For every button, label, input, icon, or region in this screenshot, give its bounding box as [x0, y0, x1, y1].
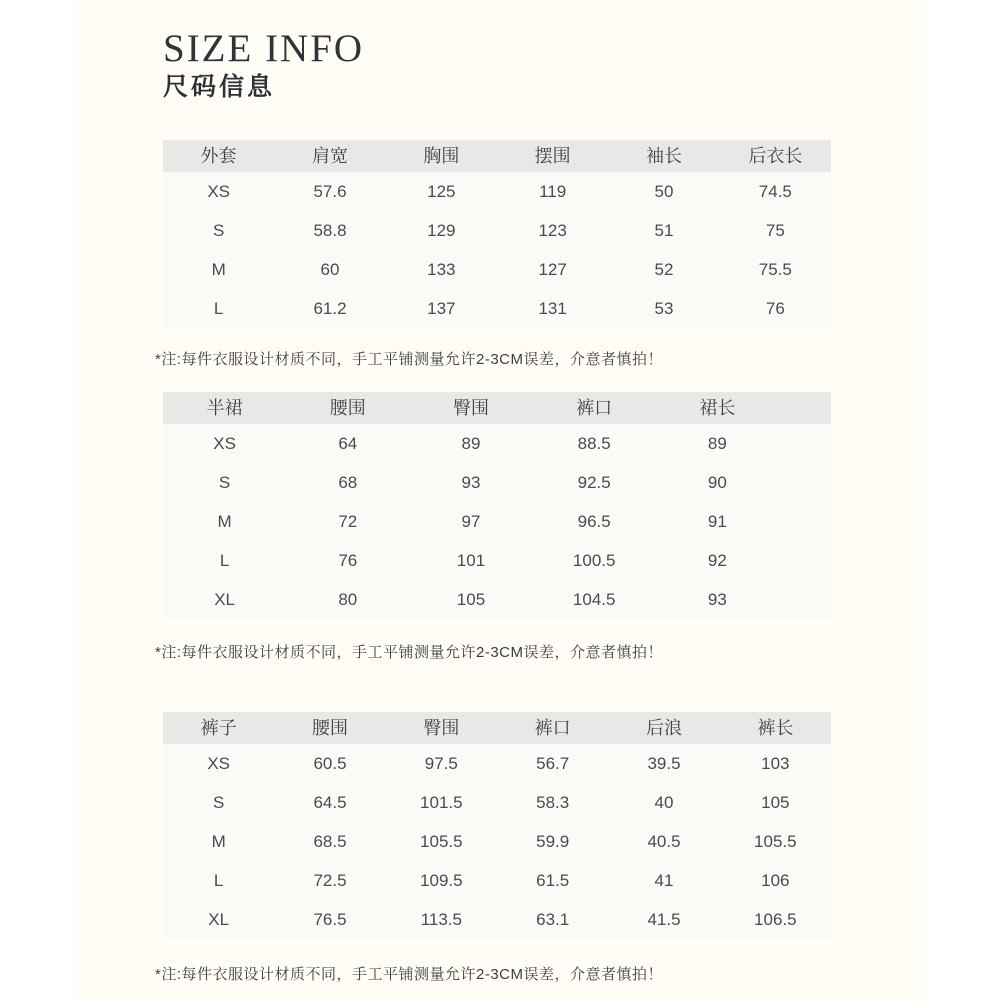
skirt-table-row-S: [163, 463, 831, 502]
jacket-measurement-value: 58.8: [313, 221, 347, 240]
size-info-panel: [75, 0, 925, 1000]
jacket-measurement-value: 57.6: [313, 182, 347, 201]
page-subtitle: 尺码信息: [163, 73, 276, 101]
skirt-measurement-value: 93: [707, 590, 727, 609]
jacket-table-row-XS: [163, 172, 831, 211]
jacket-column-header-2: 胸围: [423, 146, 460, 166]
pants-measurement-value: 106.5: [754, 910, 797, 929]
jacket-measurement-value: 60: [320, 260, 340, 279]
pants-column-header-1: 腰围: [311, 718, 348, 738]
skirt-measurement-value: 96.5: [577, 512, 611, 531]
skirt-table-row-XL: [163, 580, 831, 619]
jacket-size-label: L: [213, 299, 224, 318]
skirt-size-label: L: [219, 551, 230, 570]
skirt-column-header-3: 裤口: [576, 398, 613, 418]
pants-measurement-value: 105.5: [420, 832, 463, 851]
pants-table-row-S: [163, 783, 831, 822]
jacket-table-row-L: [163, 289, 831, 328]
pants-measurement-value: 68.5: [313, 832, 347, 851]
jacket-measurement-value: 61.2: [313, 299, 347, 318]
jacket-column-header-5: 后衣长: [748, 146, 803, 166]
pants-size-table: [163, 712, 831, 939]
pants-measurement-value: 106: [761, 871, 790, 890]
pants-measurement-value: 105: [761, 793, 790, 812]
skirt-size-label: XS: [213, 434, 236, 453]
pants-size-label: S: [212, 793, 225, 812]
jacket-size-label: XS: [207, 182, 230, 201]
pants-measurement-value: 41: [654, 871, 674, 890]
jacket-measurement-value: 52: [654, 260, 674, 279]
jacket-size-table: [163, 140, 831, 328]
pants-measurement-value: 40.5: [647, 832, 681, 851]
pants-measurement-value: 59.9: [536, 832, 570, 851]
skirt-measurement-value: 76: [338, 551, 358, 570]
pants-measurement-value: 97.5: [424, 754, 458, 773]
jacket-table-row-S: [163, 211, 831, 250]
pants-table-row-L: [163, 861, 831, 900]
pants-table-header-row: [163, 712, 831, 744]
skirt-table-row-L: [163, 541, 831, 580]
pants-measurement-value: 101.5: [420, 793, 463, 812]
jacket-measurement-value: 123: [538, 221, 567, 240]
skirt-column-header-1: 腰围: [329, 398, 366, 418]
jacket-measurement-value: 129: [427, 221, 456, 240]
skirt-table-header-row: [163, 392, 831, 424]
skirt-column-header-2: 臀围: [452, 398, 489, 418]
pants-measurement-value: 72.5: [313, 871, 347, 890]
jacket-table-body: [163, 172, 831, 328]
skirt-measurement-value: 100.5: [572, 551, 616, 570]
measurement-note: *注:每件衣服设计材质不同，手工平铺测量允许2-3CM误差，介意者慎拍！: [155, 644, 664, 661]
pants-column-header-2: 臀围: [423, 718, 460, 738]
skirt-column-header-4: 裙长: [699, 398, 736, 418]
skirt-measurement-value: 92.5: [577, 473, 611, 492]
jacket-measurement-value: 51: [654, 221, 674, 240]
pants-column-header-5: 裤长: [757, 718, 794, 738]
skirt-size-label: S: [218, 473, 231, 492]
jacket-measurement-value: 50: [654, 182, 674, 201]
skirt-size-label: XL: [214, 590, 235, 609]
pants-table-row-M: [163, 822, 831, 861]
pants-measurement-value: 109.5: [420, 871, 463, 890]
skirt-measurement-value: 89: [707, 434, 727, 453]
jacket-measurement-value: 75: [765, 221, 785, 240]
jacket-column-header-3: 摆围: [534, 146, 571, 166]
jacket-measurement-value: 76: [765, 299, 785, 318]
pants-measurement-value: 56.7: [536, 754, 570, 773]
pants-column-header-3: 裤口: [534, 718, 571, 738]
pants-measurement-value: 76.5: [313, 910, 347, 929]
pants-measurement-value: 64.5: [313, 793, 347, 812]
skirt-measurement-value: 64: [338, 434, 358, 453]
skirt-measurement-value: 88.5: [577, 434, 611, 453]
jacket-measurement-value: 75.5: [758, 260, 792, 279]
jacket-measurement-value: 127: [538, 260, 567, 279]
skirt-measurement-value: 104.5: [572, 590, 616, 609]
skirt-table-body: [163, 424, 831, 619]
jacket-measurement-value: 53: [654, 299, 674, 318]
skirt-measurement-value: 80: [338, 590, 358, 609]
skirt-measurement-value: 92: [707, 551, 727, 570]
jacket-measurement-value: 133: [427, 260, 456, 279]
skirt-table-row-XS: [163, 424, 831, 463]
jacket-measurement-value: 137: [427, 299, 456, 318]
skirt-size-label: M: [217, 512, 232, 531]
jacket-column-header-0: 外套: [200, 146, 237, 166]
skirt-size-table: [163, 392, 831, 619]
pants-measurement-value: 41.5: [647, 910, 681, 929]
skirt-measurement-value: 105: [456, 590, 486, 609]
skirt-measurement-value: 89: [461, 434, 481, 453]
skirt-measurement-value: 97: [461, 512, 481, 531]
pants-column-header-4: 后浪: [645, 718, 682, 738]
jacket-size-label: S: [212, 221, 225, 240]
pants-size-label: XL: [208, 910, 230, 929]
pants-size-label: L: [213, 871, 224, 890]
page-title: SIZE INFO: [163, 27, 365, 70]
jacket-table-header-row: [163, 140, 831, 172]
skirt-measurement-value: 68: [338, 473, 358, 492]
skirt-table-row-M: [163, 502, 831, 541]
pants-table-row-XS: [163, 744, 831, 783]
pants-measurement-value: 105.5: [754, 832, 797, 851]
pants-measurement-value: 61.5: [536, 871, 570, 890]
skirt-measurement-value: 72: [338, 512, 358, 531]
pants-measurement-value: 63.1: [536, 910, 570, 929]
pants-measurement-value: 60.5: [313, 754, 347, 773]
skirt-measurement-value: 91: [707, 512, 727, 531]
pants-size-label: M: [211, 832, 226, 851]
skirt-column-header-0: 半裙: [206, 398, 243, 418]
pants-table-row-XL: [163, 900, 831, 939]
jacket-column-header-1: 肩宽: [311, 146, 348, 166]
pants-measurement-value: 40: [654, 793, 674, 812]
pants-measurement-value: 58.3: [536, 793, 570, 812]
jacket-measurement-value: 131: [538, 299, 567, 318]
jacket-measurement-value: 119: [539, 182, 567, 201]
pants-measurement-value: 39.5: [647, 754, 681, 773]
skirt-measurement-value: 90: [707, 473, 727, 492]
pants-table-body: [163, 744, 831, 939]
measurement-note: *注:每件衣服设计材质不同，手工平铺测量允许2-3CM误差，介意者慎拍！: [155, 966, 664, 983]
pants-column-header-0: 裤子: [200, 718, 237, 738]
skirt-measurement-value: 101: [456, 551, 486, 570]
skirt-measurement-value: 93: [461, 473, 481, 492]
jacket-table-row-M: [163, 250, 831, 289]
pants-measurement-value: 103: [761, 754, 790, 773]
pants-measurement-value: 113.5: [420, 910, 462, 929]
measurement-note: *注:每件衣服设计材质不同，手工平铺测量允许2-3CM误差，介意者慎拍！: [155, 351, 664, 368]
jacket-column-header-4: 袖长: [645, 146, 682, 166]
jacket-measurement-value: 125: [427, 182, 456, 201]
pants-size-label: XS: [207, 754, 230, 773]
jacket-size-label: M: [211, 260, 226, 279]
jacket-measurement-value: 74.5: [758, 182, 792, 201]
